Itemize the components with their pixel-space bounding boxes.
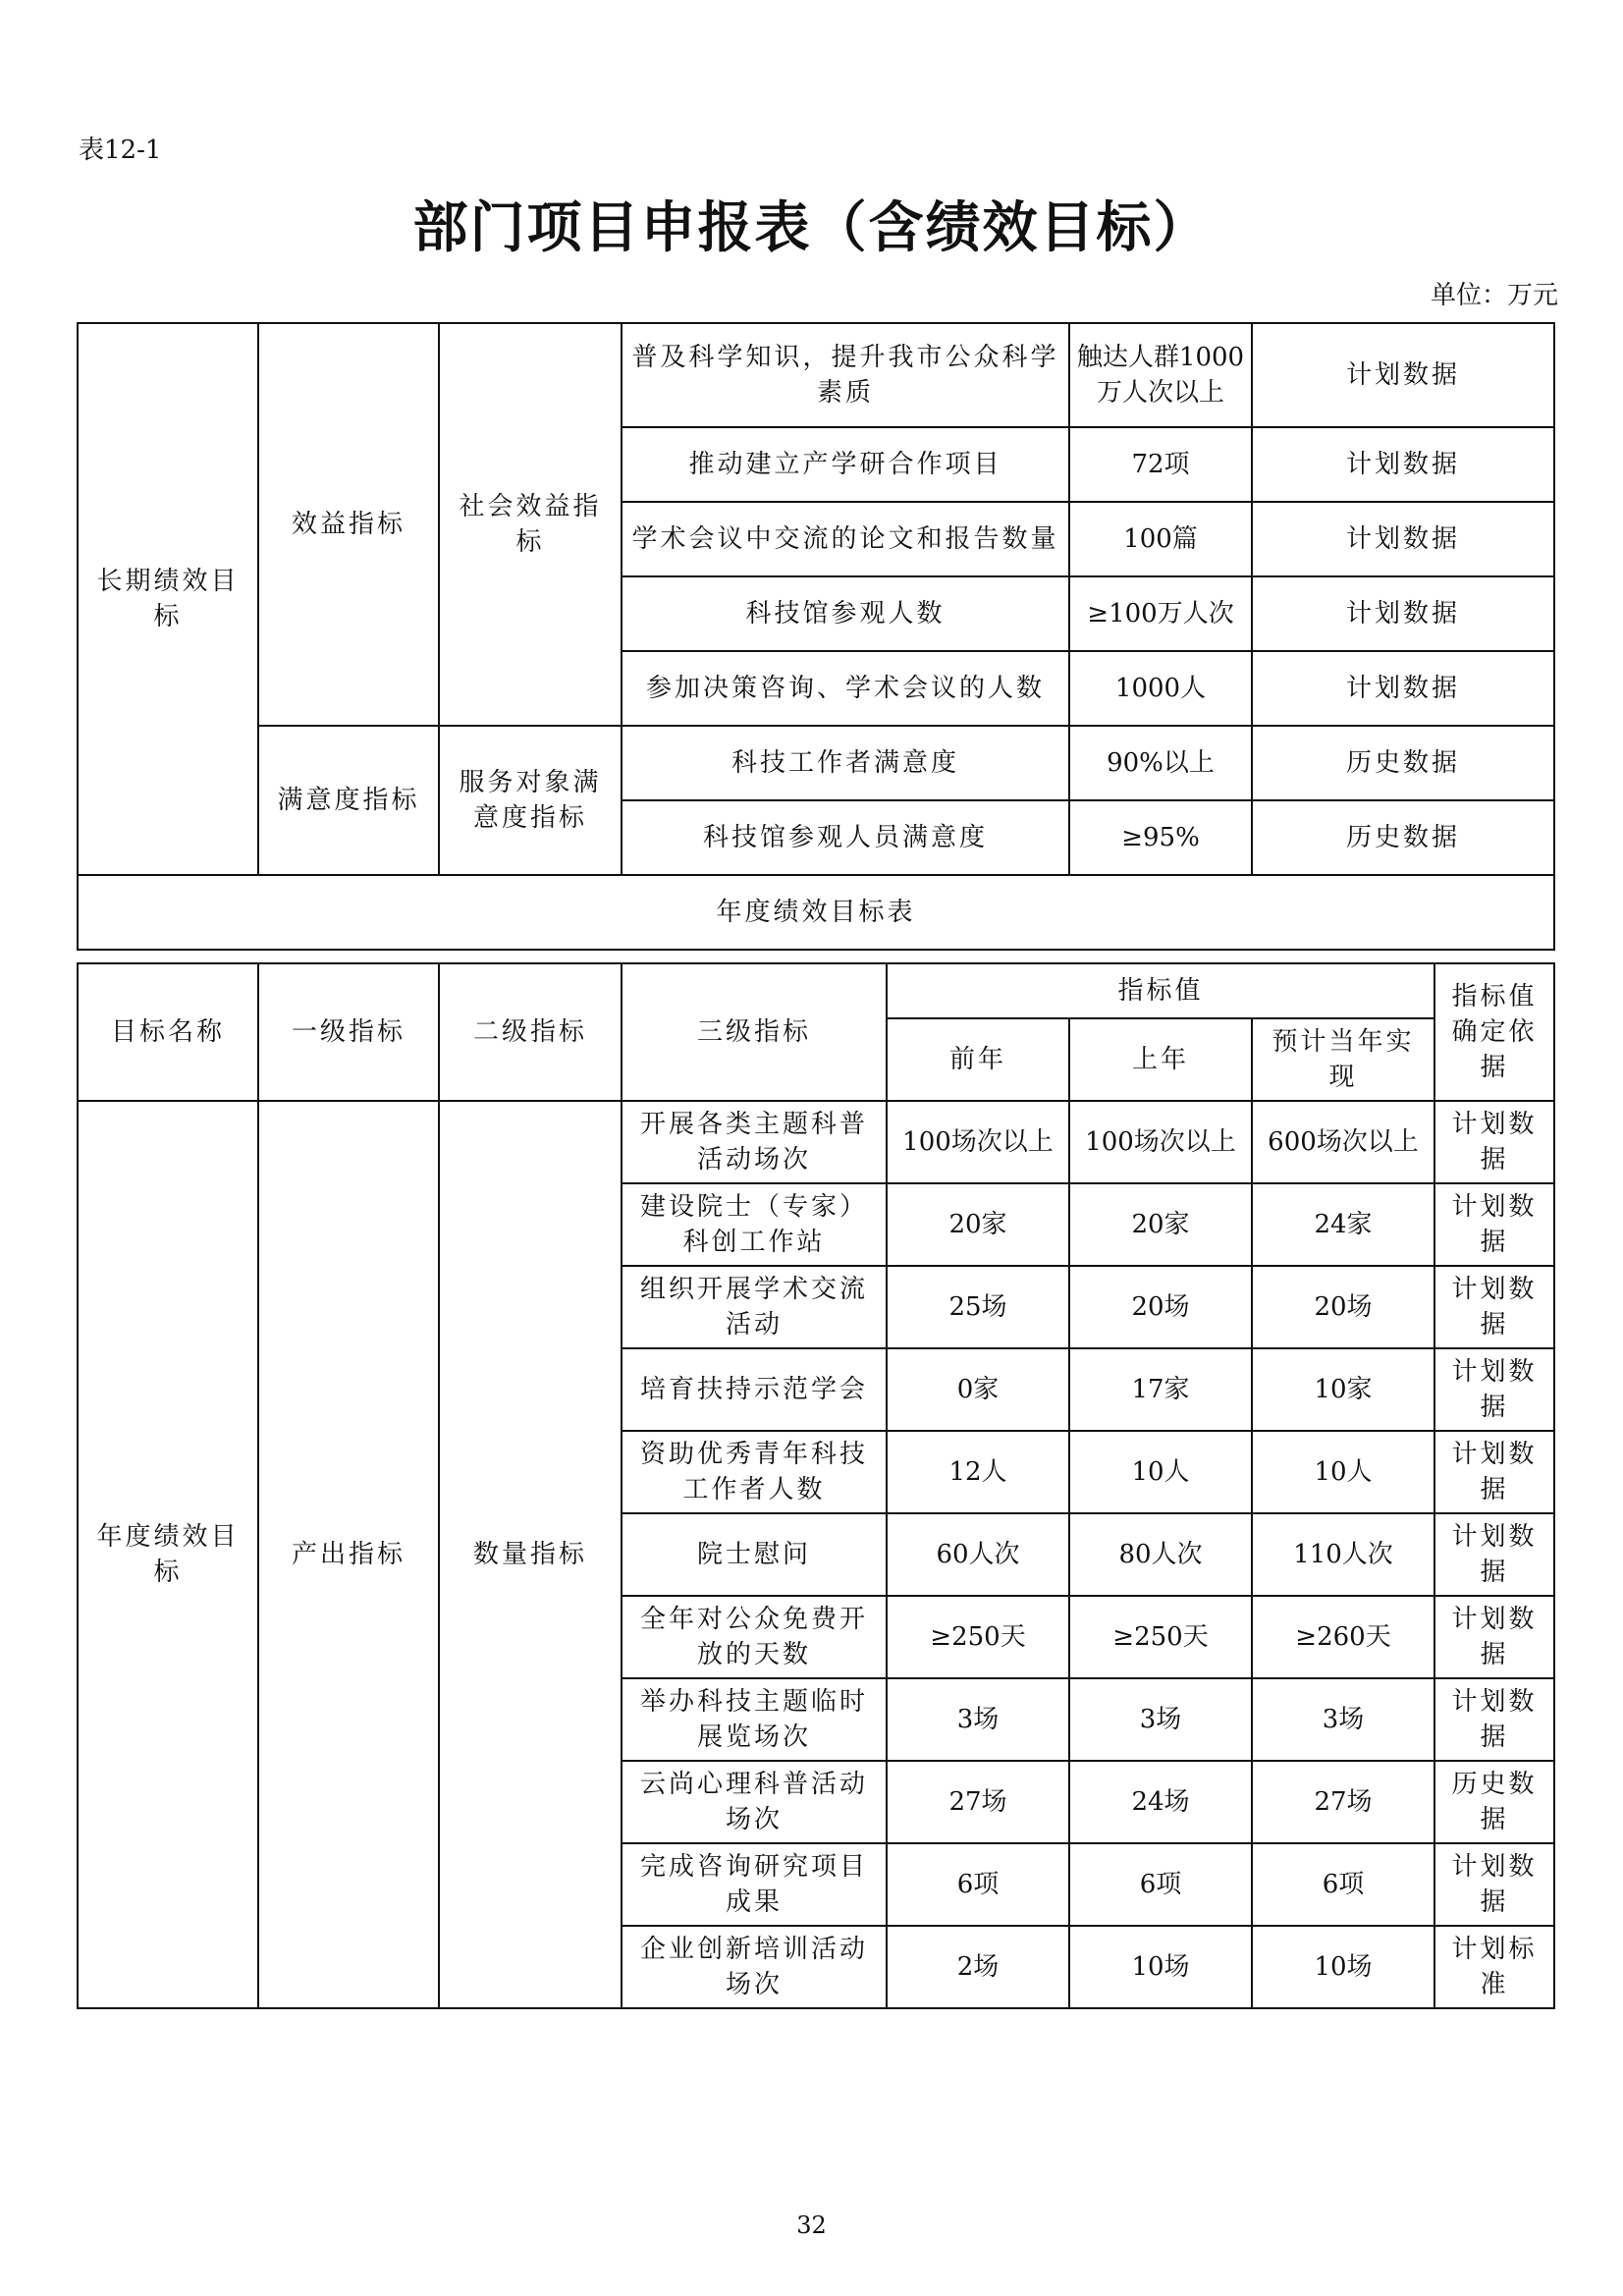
- annual-prev-value: 27场: [887, 1761, 1069, 1843]
- level1-indicator: 满意度指标: [258, 726, 439, 875]
- annual-current-value: 10场: [1252, 1926, 1434, 2008]
- annual-last-value: 3场: [1069, 1678, 1252, 1761]
- annual-level3-indicator: 开展各类主题科普活动场次: [622, 1101, 887, 1183]
- annual-last-value: 80人次: [1069, 1513, 1252, 1596]
- level3-indicator: 推动建立产学研合作项目: [622, 427, 1069, 502]
- document-title: 部门项目申报表（含绩效目标）: [412, 196, 1211, 260]
- level3-indicator: 科技馆参观人数: [622, 576, 1069, 651]
- indicator-basis: 历史数据: [1252, 726, 1554, 800]
- annual-current-value: 10家: [1252, 1348, 1434, 1431]
- header-goal-name: 目标名称: [78, 963, 258, 1101]
- annual-basis: 计划标准: [1434, 1926, 1554, 2008]
- annual-basis: 计划数据: [1434, 1101, 1554, 1183]
- annual-prev-value: 0家: [887, 1348, 1069, 1431]
- annual-basis: 计划数据: [1434, 1513, 1554, 1596]
- indicator-basis: 计划数据: [1252, 651, 1554, 726]
- annual-basis: 计划数据: [1434, 1266, 1554, 1348]
- header-value-group: 指标值: [887, 963, 1434, 1018]
- annual-level1: 产出指标: [258, 1101, 439, 2008]
- annual-prev-value: ≥250天: [887, 1596, 1069, 1678]
- annual-level3-indicator: 院士慰问: [622, 1513, 887, 1596]
- annual-level3-indicator: 全年对公众免费开放的天数: [622, 1596, 887, 1678]
- indicator-value: ≥100万人次: [1069, 576, 1252, 651]
- indicator-basis: 计划数据: [1252, 502, 1554, 576]
- level3-indicator: 参加决策咨询、学术会议的人数: [622, 651, 1069, 726]
- header-basis: 指标值确定依据: [1434, 963, 1554, 1101]
- header-last-year: 上年: [1069, 1018, 1252, 1101]
- indicator-value: 72项: [1069, 427, 1252, 502]
- annual-last-value: 100场次以上: [1069, 1101, 1252, 1183]
- long-term-goals-table: [77, 322, 1555, 951]
- header-current-year: 预计当年实现: [1252, 1018, 1434, 1101]
- header-prev-year: 前年: [887, 1018, 1069, 1101]
- annual-current-value: 110人次: [1252, 1513, 1434, 1596]
- level2-indicator: 服务对象满意度指标: [439, 726, 622, 875]
- level3-indicator: 学术会议中交流的论文和报告数量: [622, 502, 1069, 576]
- header-level3: 三级指标: [622, 963, 887, 1101]
- level1-indicator: 效益指标: [258, 323, 439, 726]
- level3-indicator: 科技工作者满意度: [622, 726, 1069, 800]
- annual-current-value: 27场: [1252, 1761, 1434, 1843]
- indicator-value: 90%以上: [1069, 726, 1252, 800]
- annual-caption-row: [78, 875, 1554, 950]
- annual-last-value: 20家: [1069, 1183, 1252, 1266]
- indicator-basis: 计划数据: [1252, 323, 1554, 427]
- annual-last-value: ≥250天: [1069, 1596, 1252, 1678]
- annual-level3-indicator: 资助优秀青年科技工作者人数: [622, 1431, 887, 1513]
- unit-label: 单位：万元: [1430, 281, 1558, 310]
- header-level2: 二级指标: [439, 963, 622, 1101]
- annual-current-value: 6项: [1252, 1843, 1434, 1926]
- annual-last-value: 10场: [1069, 1926, 1252, 2008]
- annual-last-value: 6项: [1069, 1843, 1252, 1926]
- annual-level2: 数量指标: [439, 1101, 622, 2008]
- annual-basis: 计划数据: [1434, 1596, 1554, 1678]
- annual-current-value: 20场: [1252, 1266, 1434, 1348]
- annual-row: [78, 1101, 1554, 1183]
- indicator-value: ≥95%: [1069, 800, 1252, 875]
- indicator-value: 100篇: [1069, 502, 1252, 576]
- annual-basis: 历史数据: [1434, 1761, 1554, 1843]
- annual-prev-value: 25场: [887, 1266, 1069, 1348]
- annual-prev-value: 100场次以上: [887, 1101, 1069, 1183]
- annual-last-value: 24场: [1069, 1761, 1252, 1843]
- annual-level3-indicator: 举办科技主题临时展览场次: [622, 1678, 887, 1761]
- header-level1: 一级指标: [258, 963, 439, 1101]
- level3-indicator: 普及科学知识，提升我市公众科学素质: [622, 323, 1069, 427]
- annual-last-value: 20场: [1069, 1266, 1252, 1348]
- indicator-value: 触达人群1000万人次以上: [1069, 323, 1252, 427]
- indicator-basis: 计划数据: [1252, 427, 1554, 502]
- annual-prev-value: 12人: [887, 1431, 1069, 1513]
- annual-level3-indicator: 企业创新培训活动场次: [622, 1926, 887, 2008]
- annual-prev-value: 20家: [887, 1183, 1069, 1266]
- annual-basis: 计划数据: [1434, 1843, 1554, 1926]
- annual-prev-value: 3场: [887, 1678, 1069, 1761]
- table-number: 表12-1: [79, 136, 162, 165]
- level2-indicator: 社会效益指标: [439, 323, 622, 726]
- long-term-section-label: 长期绩效目标: [78, 323, 258, 875]
- annual-goal-name: 年度绩效目标: [78, 1101, 258, 2008]
- annual-basis: 计划数据: [1434, 1431, 1554, 1513]
- annual-last-value: 10人: [1069, 1431, 1252, 1513]
- page-number: 32: [796, 2212, 827, 2239]
- annual-current-value: 600场次以上: [1252, 1101, 1434, 1183]
- annual-basis: 计划数据: [1434, 1348, 1554, 1431]
- annual-prev-value: 60人次: [887, 1513, 1069, 1596]
- indicator-basis: 计划数据: [1252, 576, 1554, 651]
- annual-goals-table: [77, 962, 1555, 2009]
- annual-current-value: 24家: [1252, 1183, 1434, 1266]
- annual-prev-value: 2场: [887, 1926, 1069, 2008]
- annual-last-value: 17家: [1069, 1348, 1252, 1431]
- long-term-row: [78, 726, 1554, 800]
- annual-level3-indicator: 建设院士（专家）科创工作站: [622, 1183, 887, 1266]
- annual-caption: 年度绩效目标表: [78, 875, 1554, 950]
- annual-header-row: [78, 963, 1554, 1018]
- annual-current-value: 10人: [1252, 1431, 1434, 1513]
- annual-current-value: 3场: [1252, 1678, 1434, 1761]
- annual-level3-indicator: 云尚心理科普活动场次: [622, 1761, 887, 1843]
- indicator-basis: 历史数据: [1252, 800, 1554, 875]
- annual-basis: 计划数据: [1434, 1678, 1554, 1761]
- indicator-value: 1000人: [1069, 651, 1252, 726]
- annual-level3-indicator: 组织开展学术交流活动: [622, 1266, 887, 1348]
- annual-level3-indicator: 培育扶持示范学会: [622, 1348, 887, 1431]
- long-term-row: [78, 323, 1554, 427]
- annual-basis: 计划数据: [1434, 1183, 1554, 1266]
- level3-indicator: 科技馆参观人员满意度: [622, 800, 1069, 875]
- annual-prev-value: 6项: [887, 1843, 1069, 1926]
- annual-current-value: ≥260天: [1252, 1596, 1434, 1678]
- annual-level3-indicator: 完成咨询研究项目成果: [622, 1843, 887, 1926]
